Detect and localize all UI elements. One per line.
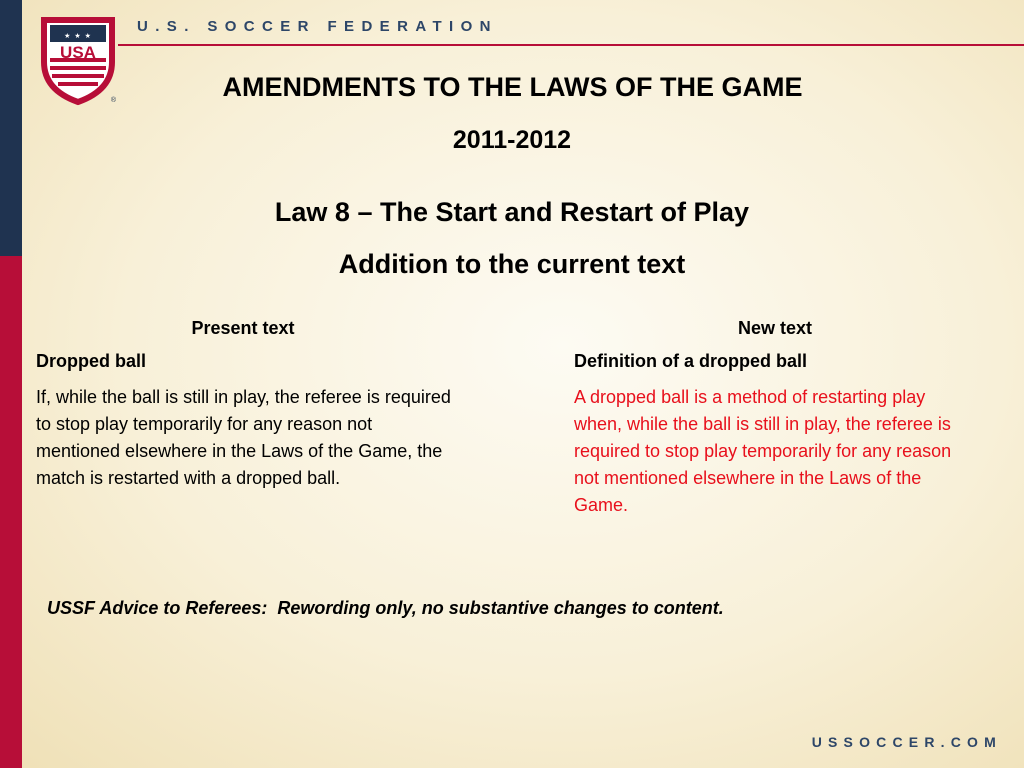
new-text-subheading: Definition of a dropped ball xyxy=(574,351,807,371)
new-text-body: A dropped ball is a method of restarting play when, while the ball is still in play, the referee is required to stop play temporarily for any reason not mentioned elsewhere in the Laws of the Game. xyxy=(574,387,952,515)
new-text-heading: New text xyxy=(737,318,813,338)
slide-title: AMENDMENTS TO THE LAWS OF THE GAME xyxy=(222,72,803,102)
ussf-advice: USSF Advice to Referees: Rewording only, no substantive changes to content. xyxy=(47,598,724,618)
present-text-body: If, while the ball is still in play, the referee is required to stop play temporarily for any reason not mentioned elsewhere in the Laws of the Game, the match is restarted with a dropped ball. xyxy=(36,387,451,488)
law-subtitle: Addition to the current text xyxy=(338,249,686,279)
header-org-name: U.S. SOCCER FEDERATION xyxy=(137,18,498,35)
law-title: Law 8 – The Start and Restart of Play xyxy=(274,197,750,227)
crest-letters: USA xyxy=(60,43,96,62)
footer-url: USSOCCER.COM xyxy=(811,734,1002,750)
us-soccer-crest-logo xyxy=(38,14,118,106)
header-divider xyxy=(118,44,1024,46)
side-bar-red xyxy=(0,256,22,768)
svg-text:★ ★ ★: ★ ★ ★ xyxy=(64,33,92,40)
present-text-subheading: Dropped ball xyxy=(36,351,147,371)
slide-years: 2011-2012 xyxy=(452,126,572,154)
present-text-heading: Present text xyxy=(191,318,295,338)
registered-mark: ® xyxy=(110,97,116,104)
